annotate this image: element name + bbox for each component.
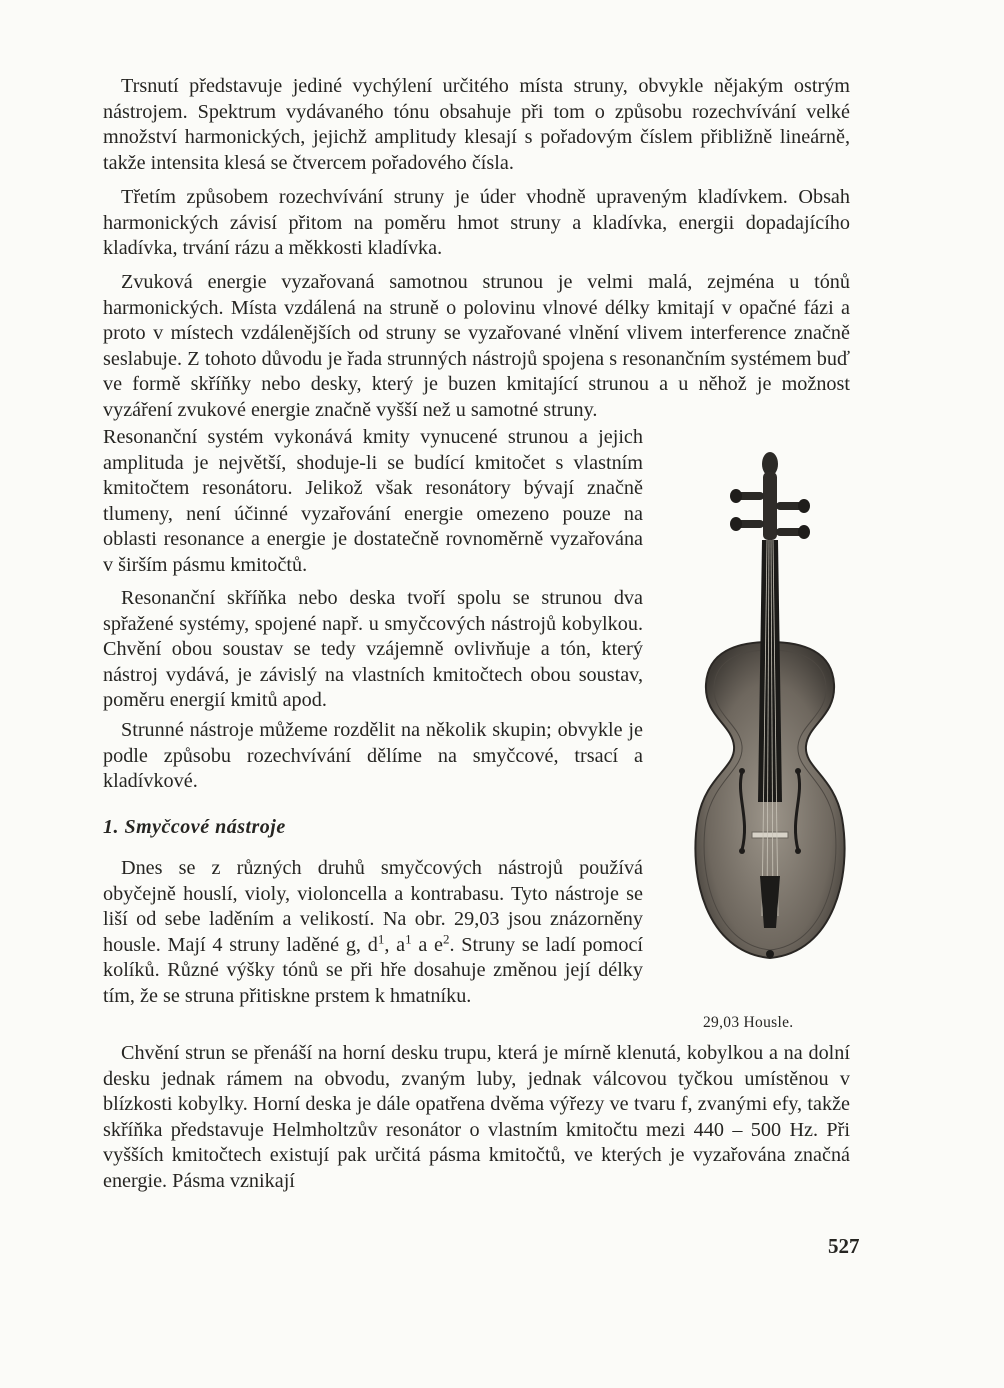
- text-run: . Struny se ladí pomocí kolíků. Různé výšky tónů se při hře dosahuje změnou její délky tím, že se struna přitiskne prstem k hmatníku.: [103, 933, 644, 1007]
- paragraph-resonance-system: Resonanční systém vykonává kmity vynucené strunou a jejich amplituda je největší, shoduje-li se budící kmitočet s vlastním kmitočtem resonátoru. Jelikož však resonátory bývají značně tlumeny, není účinné vyzařování energie omezeno pouze na oblasti resonance a energie je dostatečně rovnoměrně vyzařována v širším pásmu kmitočtů.: [103, 426, 643, 576]
- figure-caption: 29,03 Housle.: [703, 1014, 794, 1031]
- paragraph-sound-energy: Zvuková energie vyzařovaná samotnou strunou je velmi malá, zejména u tónů harmonických. Místa vzdálená na struně o polovinu vlnové délky kmitají v opačné fázi a proto v místech vzdálenějších od struny se vyzařované vlnění vlivem interference značně seslabuje. Z tohoto důvodu je řada strunných nástrojů spojena s resonančním systémem buď ve formě skříňky nebo desky, který je buzen kmitající strunou a u něhož je možnost vyzáření zvukové energie značně vyšší než u samotné struny.: [103, 271, 850, 421]
- paragraph-bowed-instruments: [103, 856, 643, 1010]
- text-run: Dnes se z různých druhů smyčcových nástrojů používá obyčejně houslí, violy, violoncella a kontrabasu. Tyto nástroje se liší od sebe laděním a velikostí. Na obr. 29,03 jsou znázorněny housle. Mají 4 struny laděné g, d: [103, 857, 643, 956]
- paragraph-coupled-systems: Resonanční skříňka nebo deska tvoří spolu se strunou dva spřažené systémy, spojené např. u smyčcových nástrojů kobylkou. Chvění obou soustav se tedy vzájemně ovlivňuje a tón, který nástroj vydává, je závislý na vlastních kmitočtech obou soustav, poměru energií kmitů apod.: [103, 587, 643, 712]
- text-run: a e: [411, 933, 444, 956]
- superscript: 1: [377, 931, 385, 947]
- paragraph-vibration-transfer: Chvění strun se přenáší na horní desku trupu, která je mírně klenutá, kobylkou a na dolní desku jednak rámem na obvodu, zvaným luby, jednak válcovou tyčkou umístěnou v blízkosti kobylky. Horní deska je dále opatřena dvěma výřezy ve tvaru f, zvanými efy, takže skříňka představuje Helmholtzův resonátor o vlastním kmitočtu mezi 440 – 500 Hz. Při vyšších kmitočtech existují pak určitá pásma kmitočtů, ve kterých je vyzařována značná energie. Pásma vznikají: [103, 1042, 850, 1192]
- paragraph-instrument-groups: Strunné nástroje můžeme rozdělit na několik skupin; obvykle je podle způsobu rozechvívání dělíme na smyčcové, trsací a kladívkové.: [103, 719, 643, 793]
- superscript: 1: [405, 931, 412, 947]
- violin-figure: [676, 446, 856, 1006]
- violin-icon: [676, 446, 856, 1006]
- paragraph-plucking: Trsnutí představuje jediné vychýlení určitého místa struny, obvykle nějakým ostrým nástrojem. Spektrum vydávaného tónu obsahuje při tom o způsobu rozechvívání velké množství harmonických, jejichž amplitudy klesají s pořadovým číslem přibližně lineárně, takže intensita klesá se čtvercem pořadového čísla.: [103, 75, 850, 174]
- text-run: , a: [384, 933, 406, 956]
- superscript: 2: [443, 931, 450, 947]
- section-heading: 1. Smyčcové nástroje: [103, 816, 286, 838]
- paragraph-hammer: Třetím způsobem rozechvívání struny je úder vhodně upraveným kladívkem. Obsah harmonických závisí přitom na poměru hmot struny a kladívka, energii dopadajícího kladívka, trvání rázu a měkkosti kladívka.: [103, 186, 850, 260]
- page-number: 527: [828, 1234, 860, 1258]
